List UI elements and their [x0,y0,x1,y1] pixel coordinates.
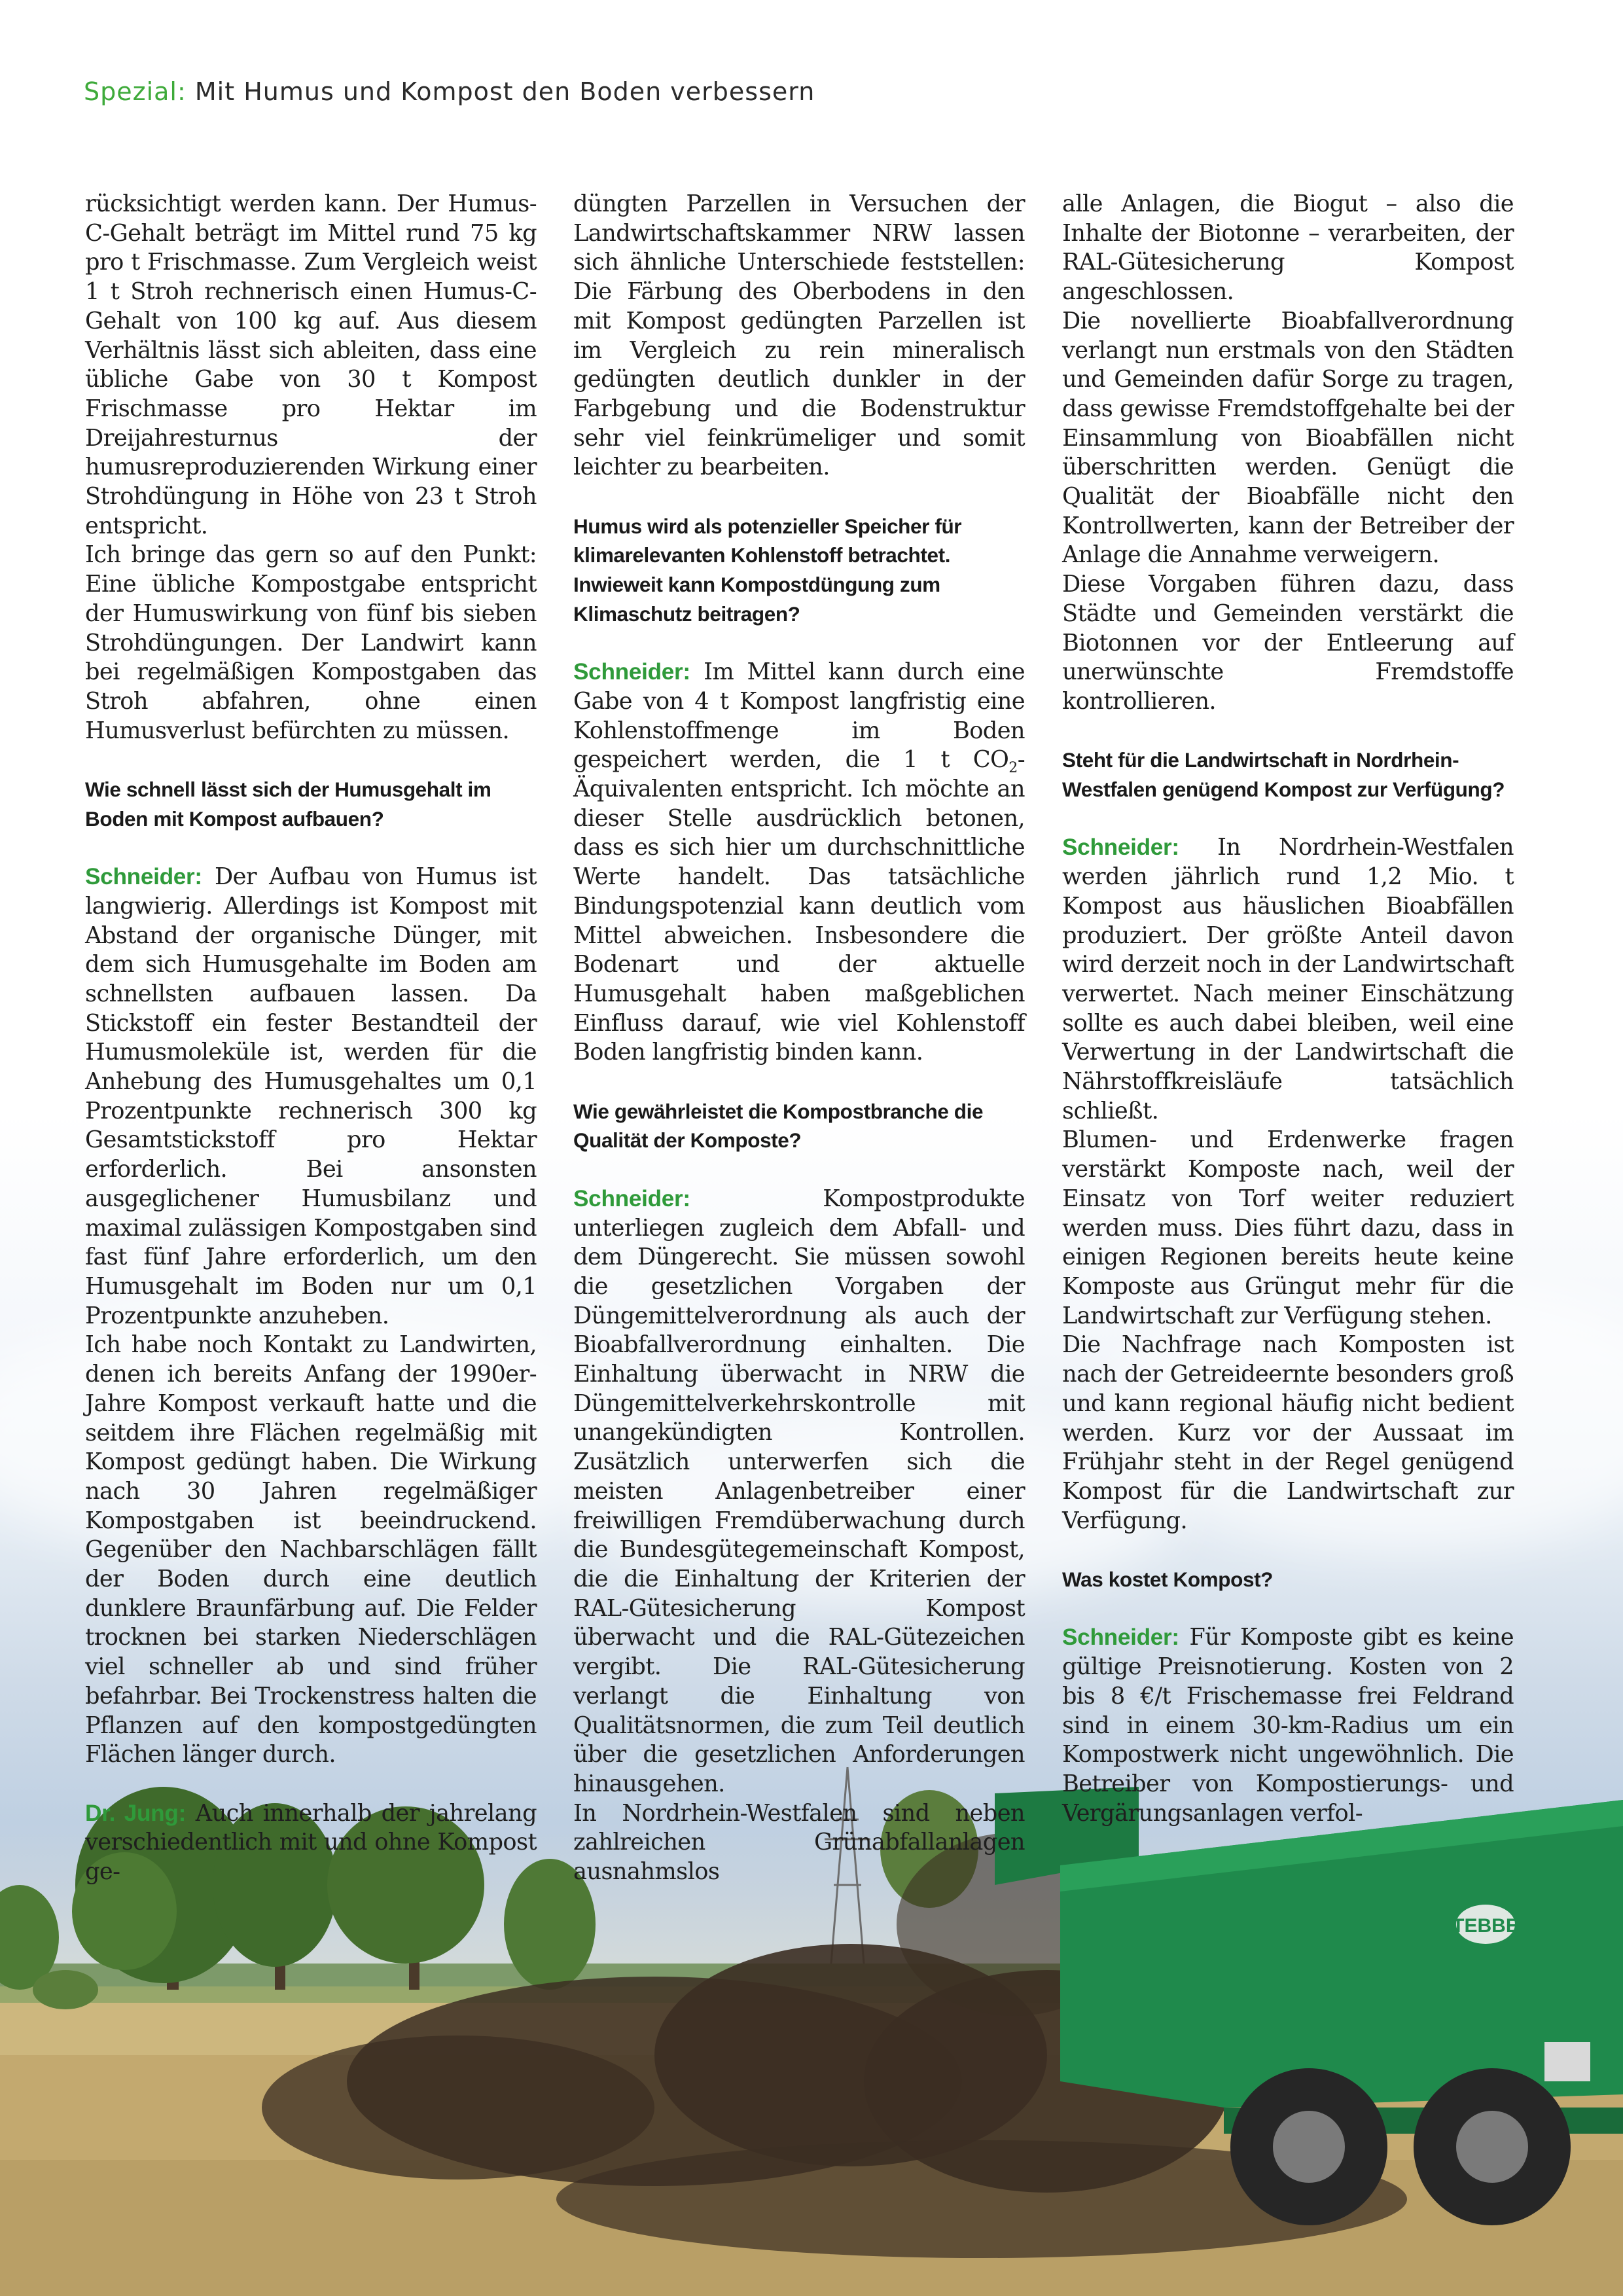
answer-paragraph [573,1185,1025,1799]
answer-paragraph [85,1799,537,1887]
answer-text: Auch innerhalb der jahrelang verschiedentlich mit und ohne Kompost ge- [85,1799,537,1886]
paragraph: Die novellierte Bioabfallverordnung verlangt nun erstmals von den Städten und Gemeinden dafür Sorge zu tragen, dass gewisse Fremdstoffgehalte bei der Einsammlung von Bioabfällen nicht überschritten werden. Genügt die Qualität der Bioabfälle nicht den Kontrollwerten, kann der Betreiber der Anlage die Annahme verweigern. [1062,307,1514,569]
interview-question: Was kostet Kompost? [1062,1568,1274,1591]
answer-text: Für Komposte gibt es keine gültige Preisnotierung. Kosten von 2 bis 8 €/t Frischemasse frei Feldrand sind in einem 30-km-Radius um ein Kompostwerk nicht ungewöhnlich. Die Betreiber von Kompostierungs- und Vergärungsanlagen verfol- [1062,1624,1514,1827]
paragraph: Blumen- und Erdenwerke fragen verstärkt Komposte nach, weil der Einsatz von Torf weiter reduziert werden muss. Dies führt dazu, dass in einigen Regionen bereits heute keine Komposte aus Grüngut mehr für die Landwirtschaft zur Verfügung stehen. [1062,1126,1514,1329]
speaker-name: Schneider: [1062,1624,1179,1651]
paragraph: Ich habe noch Kontakt zu Landwirten, denen ich bereits Anfang der 1990er-Jahre Kompost verkauft hatte und die seitdem ihre Flächen regelmäßig mit Kompost gedüngt haben. Die Wirkung nach 30 Jahren regelmäßiger Kompostgaben ist beeindruckend. Gegenüber den Nachbarschlägen fällt der Boden durch eine deutlich dunklere Braunfärbung auf. Die Felder trocknen bei starken Niederschlägen viel schneller ab und sind früher befahrbar. Bei Trockenstress halten die Pflanzen auf den kompostgedüngten Flächen länger durch. [85,1331,537,1768]
trailer-brand-logo: TEBBE [1452,1915,1519,1937]
header-title: Mit Humus und Kompost den Boden verbessern [194,77,815,106]
answer-paragraph [1062,1623,1514,1828]
paragraph: rücksichtigt werden kann. Der Humus-C-Gehalt beträgt im Mittel rund 75 kg pro t Frischmasse. Zum Vergleich weist 1 t Stroh rechnerisch einen Humus-C-Gehalt von 100 kg auf. Aus diesem Verhältnis lässt sich ableiten, dass eine übliche Gabe von 30 t Kompost Frischmasse pro Hektar im Dreijahresturnus der humusreproduzierenden Wirkung einer Strohdüngung in Höhe von 23 t Stroh entspricht. [85,190,537,539]
text-column-1 [85,190,537,1887]
answer-paragraph [1062,833,1514,1126]
answer-paragraph [573,658,1025,1067]
text-column-2 [573,190,1025,1887]
subscript: 2 [1008,760,1018,777]
answer-text: -Äquivalenten entspricht. Ich möchte an dieser Stelle ausdrücklich betonen, dass es sich hier um durchschnittliche Werte handelt. Das tatsächliche Bindungspotenzial kann deutlich vom Mittel abweichen. Insbesondere die Bodenart und der aktuelle Humusgehalt haben maßgeblichen Einfluss darauf, wie viel Kohlenstoff Boden langfristig binden kann. [573,746,1025,1066]
paragraph: alle Anlagen, die Biogut – also die Inhalte der Biotonne – verarbeiten, der RAL-Gütesicherung Kompost angeschlossen. [1062,190,1514,306]
header-prefix: Spezial: [84,77,187,106]
page-header [84,77,815,106]
answer-text: Im Mittel kann durch eine Gabe von 4 t Kompost langfristig eine Kohlenstoffmenge im Boden gespeichert werden, die 1 t CO [573,658,1026,774]
interview-question: Humus wird als potenzieller Speicher für klimarelevanten Kohlenstoff betrachtet. Inwieweit kann Kompostdüngung zum Klimaschutz beitragen? [573,514,962,626]
interview-question: Wie gewährleistet die Kompostbranche die Qualität der Komposte? [573,1099,984,1153]
answer-paragraph [85,863,537,1331]
answer-text: In Nordrhein-Westfalen werden jährlich rund 1,2 Mio. t Kompost aus häuslichen Bioabfällen produziert. Der größte Anteil davon wird derzeit noch in der Landwirtschaft verwertet. Nach meiner Einschätzung sollte es auch dabei bleiben, weil eine Verwertung in der Landwirtschaft die Nährstoffkreisläufe tatsächlich schließt. [1062,834,1514,1124]
speaker-name: Schneider: [1062,834,1179,861]
paragraph: Ich bringe das gern so auf den Punkt: Eine übliche Kompostgabe entspricht der Humuswirkung von fünf bis sieben Strohdüngungen. Der Landwirt kann bei regelmäßigen Kompostgaben das Stroh abfahren, ohne einen Humusverlust befürchten zu müssen. [85,541,537,744]
interview-question: Steht für die Landwirtschaft in Nordrhein-Westfalen genügend Kompost zur Verfügung? [1062,748,1505,802]
paragraph: Die Nachfrage nach Komposten ist nach der Getreideernte besonders groß und kann regional häufig nicht bedient werden. Kurz vor der Aussaat im Frühjahr steht in der Regel genügend Kompost für die Landwirtschaft zur Verfügung. [1062,1331,1514,1534]
speaker-name: Schneider: [85,864,202,890]
text-column-3 [1062,190,1514,1828]
speaker-name: Schneider: [573,659,690,685]
interview-question: Wie schnell lässt sich der Humusgehalt im Boden mit Kompost aufbauen? [85,778,491,831]
paragraph: düngten Parzellen in Versuchen der Landwirtschaftskammer NRW lassen sich ähnliche Unterschiede feststellen: Die Färbung des Oberbodens in den mit Kompost gedüngten Parzellen ist im Vergleich zu rein mineralisch gedüngten deutlich dunkler in der Farbgebung und die Bodenstruktur sehr viel feinkrümeliger und somit leichter zu bearbeiten. [573,190,1025,481]
answer-text: Der Aufbau von Humus ist langwierig. Allerdings ist Kompost mit Abstand der organische Dünger, mit dem sich Humusgehalte im Boden am schnellsten aufbauen lassen. Da Stickstoff ein fester Bestandteil der Humusmoleküle ist, werden für die Anhebung des Humusgehaltes um 0,1 Prozentpunkte rechnerisch 300 kg Gesamtstickstoff pro Hektar erforderlich. Bei ansonsten ausgeglichener Humusbilanz und maximal zulässigen Kompostgaben sind fast fünf Jahre erforderlich, um den Humusgehalt im Boden nur um 0,1 Prozentpunkte anzuheben. [85,863,537,1329]
speaker-name: Dr. Jung: [85,1800,186,1826]
paragraph: Diese Vorgaben führen dazu, dass Städte und Gemeinden verstärkt die Biotonnen vor der Entleerung auf unerwünschte Fremdstoffe kontrollieren. [1062,571,1514,715]
paragraph: In Nordrhein-Westfalen sind neben zahlreichen Grünabfallanlagen ausnahmslos [573,1799,1025,1886]
answer-text: Kompostprodukte unterliegen zugleich dem Abfall- und dem Düngerecht. Sie müssen sowohl die gesetzlichen Vorgaben der Düngemittelverordnung als auch der Bioabfallverordnung einhalten. Die Einhaltung überwacht in NRW die Düngemittelverkehrskontrolle mit unangekündigten Kontrollen. Zusätzlich unterwerfen sich die meisten Anlagenbetreiber einer freiwilligen Fremdüberwachung durch die Bundesgütegemeinschaft Kompost, die die Einhaltung der Kriterien der RAL-Gütesicherung Kompost überwacht und die RAL-Gütezeichen vergibt. Die RAL-Gütesicherung verlangt die Einhaltung von Qualitätsnormen, die zum Teil deutlich über die gesetzlichen Anforderungen hinausgehen. [573,1185,1025,1797]
speaker-name: Schneider: [573,1185,690,1211]
